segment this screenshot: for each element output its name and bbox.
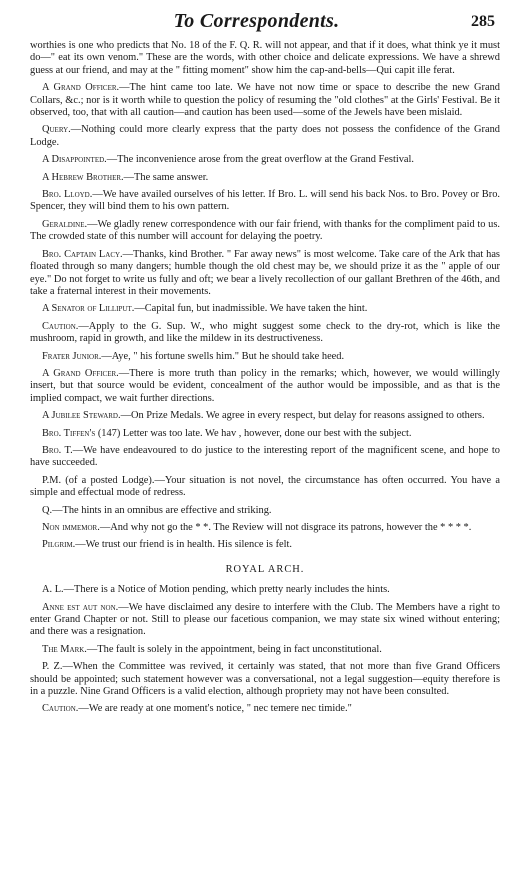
paragraph-text: —Thanks, kind Brother. " Far away news" is most welcome. Take care of the Ark that has floated through so many dangers; humble though the old chest may be, we should prize it as the " apple of our eye." Do not forget to write us fully and oft; we bear a lively recollection of our gallant Brethren of the 46th, and take a fraternal interest in their movements. xyxy=(30,248,500,297)
correspondent-name: Bro. Captain Lacy. xyxy=(42,248,123,260)
running-title: To Correspondents. xyxy=(173,10,340,32)
paragraph-text: —And why not go the * *. The Review will not disgrace its patrons, however the * * * *. xyxy=(99,522,472,533)
correspondent-name: Caution. xyxy=(42,320,79,332)
paragraph-text: —The inconvenience arose from the great overflow at the Grand Festival. xyxy=(106,154,415,166)
paragraph-text: —Apply to the G. Sup. W., who might suggest some check to the dry-rot, which is like the mushroom, rapid in growth, and like the mildew in its destructiveness. xyxy=(30,320,500,345)
paragraph xyxy=(30,172,500,184)
paragraph xyxy=(30,703,500,715)
paragraph-text: —We have endeavoured to do justice to the interesting report of the magnificent scene, and hope to have succeeded. xyxy=(30,444,500,469)
paragraph-text: —The same answer. xyxy=(123,171,209,183)
paragraph-text: —Nothing could more clearly express that the party does not possess the confidence of the Grand Lodge. xyxy=(30,124,500,148)
paragraph xyxy=(30,602,500,639)
paragraph-text: —We gladly renew correspondence with our fair friend, with thanks for the compliment paid to us. The crowded state of this number will account for delaying the poetry. xyxy=(30,218,500,243)
paragraph-text: (147) Letter was too late. We hav , however, done our best with the subject. xyxy=(95,427,412,439)
correspondent-name: A Hebrew Brother. xyxy=(42,171,124,183)
correspondent-name: Query. xyxy=(42,124,71,136)
paragraph xyxy=(30,154,500,166)
correspondent-name: Bro. T. xyxy=(42,444,73,456)
paragraph xyxy=(30,40,500,77)
correspondent-name: A Grand Officer. xyxy=(42,82,120,94)
paragraph xyxy=(30,351,500,363)
correspondent-name: Caution. xyxy=(42,703,79,715)
correspondent-name: Bro. Lloyd. xyxy=(42,189,93,201)
paragraph-text: P. Z.—When the Committee was revived, it certainly was stated, that not more than five Grand Officers should be appointed; such statement however was a conversational, not a legal suggestion—equity therefore is in a puzzle. Nine Grand Officers is a valid election, although propriety may not have been consulted. xyxy=(30,661,500,698)
paragraph-text: —We have availed ourselves of his letter. If Bro. L. will send his back Nos. to Bro. Povey or Bro. Spencer, they will bind them to his own pattern. xyxy=(30,189,500,213)
paragraph xyxy=(30,644,500,656)
correspondent-name: Anne est aut non. xyxy=(42,601,119,613)
paragraph xyxy=(30,82,500,119)
page-header xyxy=(0,10,513,36)
paragraph-text: —The fault is solely in the appointment, being in fact unconstitutional. xyxy=(86,643,382,655)
correspondent-name: A Senator of Lilliput. xyxy=(42,303,135,315)
paragraph xyxy=(30,522,500,534)
paragraph xyxy=(30,584,500,596)
paragraph-text: —We are ready at one moment's notice, " nec temere nec timide." xyxy=(78,703,352,715)
correspondent-name: A Jubilee Steward. xyxy=(42,410,121,422)
correspondent-name: Geraldine. xyxy=(42,218,88,230)
paragraph xyxy=(30,445,500,470)
correspondent-name: The Mark. xyxy=(42,643,87,655)
paragraph-text: —Capital fun, but inadmissible. We have taken the hint. xyxy=(134,303,368,315)
paragraph xyxy=(30,219,500,244)
paragraph-text: Q.—The hints in an omnibus are effective and striking. xyxy=(42,504,272,516)
paragraph xyxy=(30,249,500,299)
paragraph xyxy=(30,368,500,405)
section-title: ROYAL ARCH. xyxy=(225,563,305,575)
paragraph xyxy=(30,303,500,315)
paragraph xyxy=(30,428,500,440)
paragraph xyxy=(30,124,500,149)
correspondent-name: Frater Junior. xyxy=(42,350,102,362)
paragraph xyxy=(30,321,500,346)
paragraph xyxy=(30,539,500,551)
paragraph xyxy=(30,475,500,500)
correspondent-name: Pilgrim. xyxy=(42,539,76,551)
paragraph-text: —The hint came too late. We have not now time or space to describe the new Grand Collars, &c.; nor is it worth while to question the policy of resuming the "old clothes" at the Girls' Festival. Be it observed, too, that with all caution—and caution has been used—some of the Jewels have been mislaid. xyxy=(30,82,500,119)
paragraph xyxy=(30,189,500,214)
paragraph xyxy=(30,505,500,517)
correspondent-name: Bro. Tiffen's xyxy=(42,427,96,439)
paragraph-text: worthies is one who predicts that No. 18 of the F. Q. R. will not appear, and that if it does, what think ye it must do—" eat its own venom." These are the words, with other choice and delicate expressions. We have a shrewd guess at our friend, and may at the " fitting moment" show him the cap-and-bells—Qui capit ille ferat. xyxy=(30,40,500,76)
body-text xyxy=(30,40,500,721)
paragraph xyxy=(30,661,500,698)
paragraph-text: —We have disclaimed any desire to interfere with the Club. The Members have a right to enter Grand Chapter or not. Still to please our facetious companion, we may state six wined without entering; and there was a resignation. xyxy=(30,601,501,638)
paragraph-text: —There is more truth than policy in the remarks; which, however, we would willingly insert, but that source would be evident, concealment of the author would be impossible, and as that is the implied compact, we wait further directions. xyxy=(30,367,501,404)
paragraph-text: —We trust our friend is in health. His silence is felt. xyxy=(75,539,293,551)
page-number: 285 xyxy=(471,13,495,30)
correspondent-name: Non immemor. xyxy=(42,522,100,533)
paragraph xyxy=(30,410,500,422)
paragraph-text: —Aye, " his fortune swells him." But he should take heed. xyxy=(101,350,345,362)
paragraph-text: P.M. (of a posted Lodge).—Your situation is not novel, the circumstance has often occurred. You have a simple and effectual mode of redress. xyxy=(30,474,500,499)
correspondent-name: A Disappointed. xyxy=(42,154,107,166)
paragraph-text: —On Prize Medals. We agree in every respect, but delay for reasons assigned to others. xyxy=(120,410,485,422)
correspondent-name: A Grand Officer. xyxy=(42,367,119,379)
paragraph-text: A. L.—There is a Notice of Motion pending, which pretty nearly includes the hints. xyxy=(42,584,390,596)
